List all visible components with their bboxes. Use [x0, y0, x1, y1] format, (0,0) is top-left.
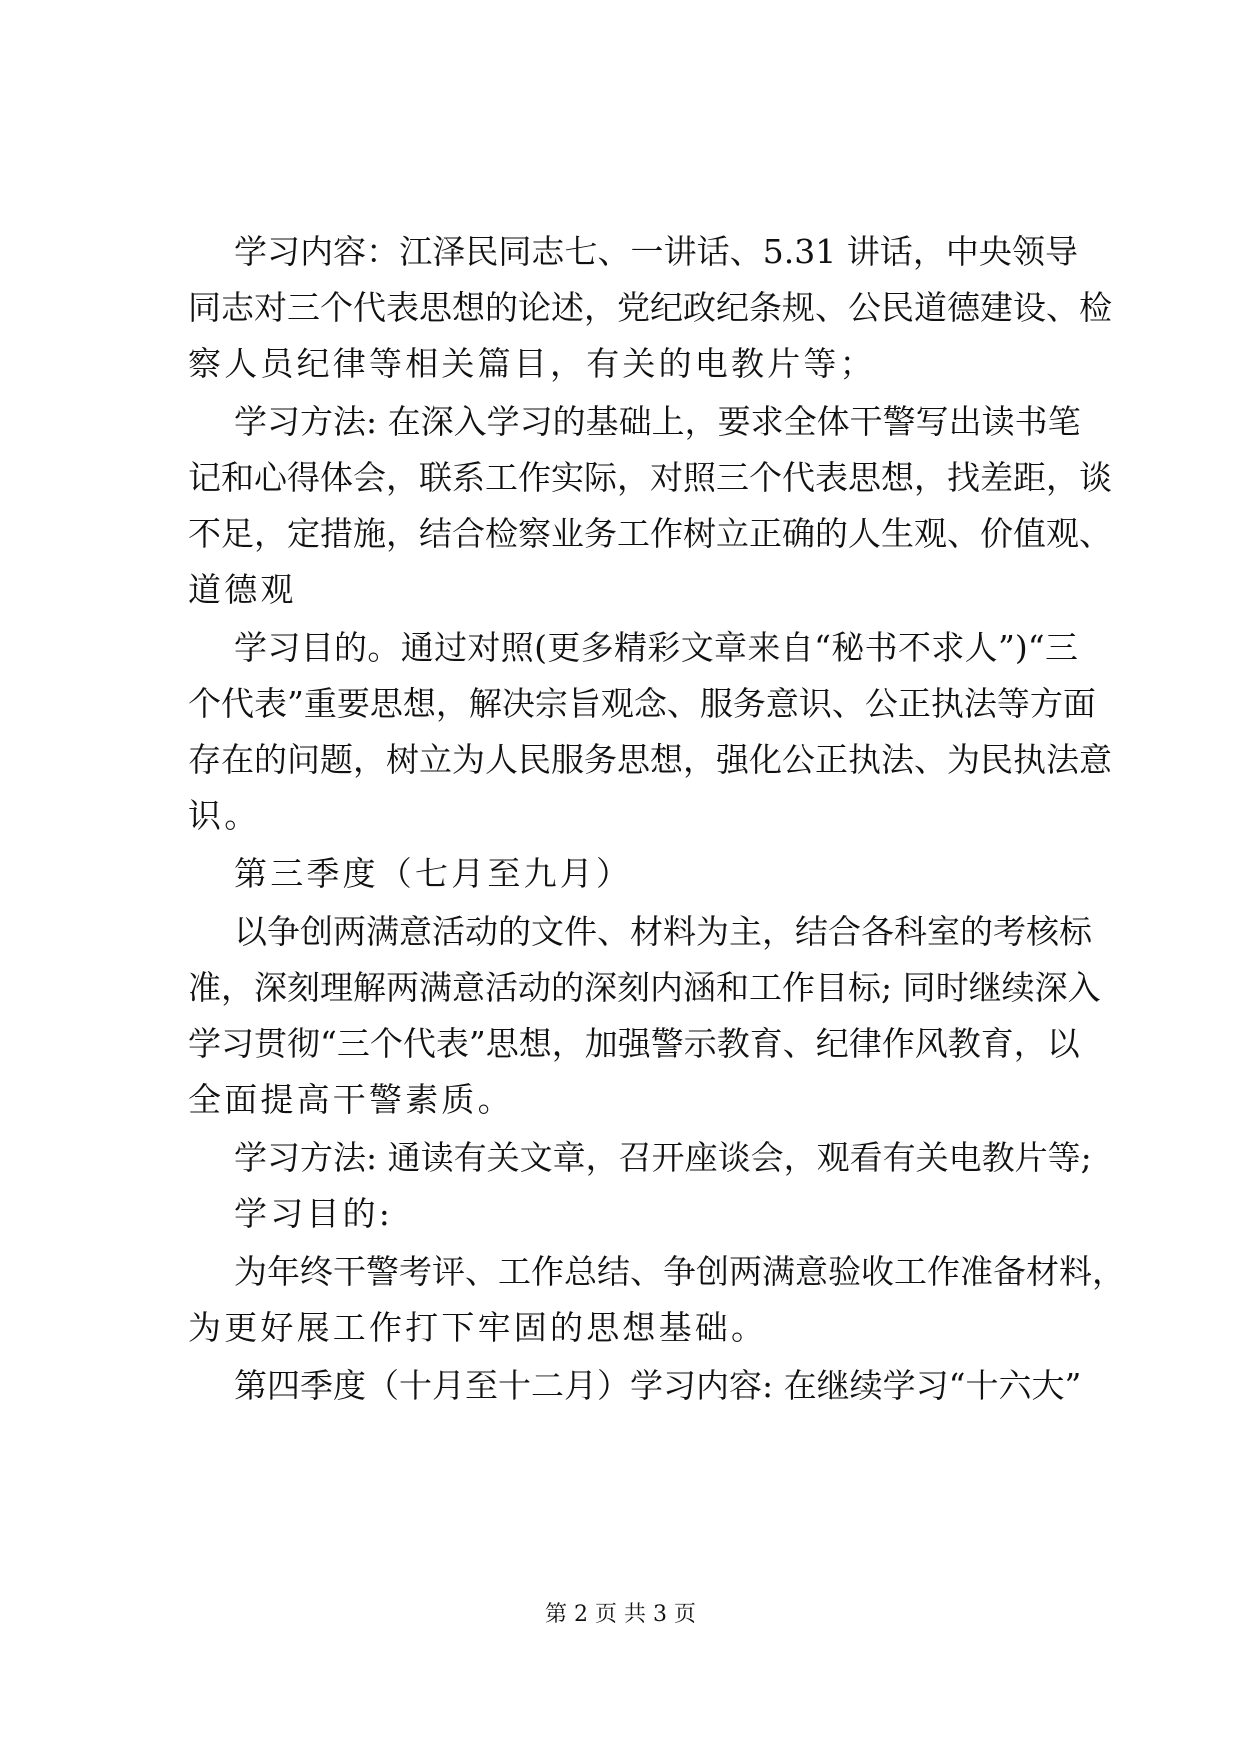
- text-line: 学习方法: 通读有关文章，召开座谈会，观看有关电教片等;: [234, 1138, 1092, 1177]
- text-line: 不足，定措施，结合检察业务工作树立正确的人生观、价值观、: [188, 514, 1112, 553]
- section-heading: 第四季度（十月至十二月）学习内容: 在继续学习“十六大”: [234, 1366, 1082, 1405]
- text-line: 学习内容：江泽民同志七、一讲话、5.31 讲话，中央领导: [234, 232, 1078, 271]
- text-line: 识。: [188, 796, 261, 835]
- text-line: 学习方法: 在深入学习的基础上，要求全体干警写出读书笔: [234, 402, 1081, 441]
- text-line: 记和心得体会，联系工作实际，对照三个代表思想，找差距，谈: [188, 458, 1112, 497]
- text-line: 为更好展工作打下牢固的思想基础。: [188, 1308, 768, 1347]
- text-line: 学习贯彻“三个代表”思想，加强警示教育、纪律作风教育，以: [188, 1024, 1080, 1063]
- section-heading: 第三季度（七月至九月）: [234, 854, 633, 893]
- text-line: 道德观: [188, 570, 297, 609]
- text-line: 准，深刻理解两满意活动的深刻内涵和工作目标; 同时继续深入: [188, 968, 1101, 1007]
- text-line: 以争创两满意活动的文件、材料为主，结合各科室的考核标: [234, 912, 1092, 951]
- page-number: 第 2 页 共 3 页: [545, 1602, 696, 1627]
- text-line: 学习目的:: [234, 1194, 394, 1233]
- text-line: 为年终干警考评、工作总结、争创两满意验收工作准备材料，: [234, 1252, 1125, 1291]
- text-line: 全面提高干警素质。: [188, 1080, 514, 1119]
- text-line: 存在的问题，树立为人民服务思想，强化公正执法、为民执法意: [188, 740, 1112, 779]
- text-line: 学习目的。通过对照(更多精彩文章来自“秘书不求人”)“三: [234, 628, 1078, 667]
- text-line: 同志对三个代表思想的论述，党纪政纪条规、公民道德建设、检: [188, 288, 1112, 327]
- text-line: 察人员纪律等相关篇目，有关的电教片等；: [188, 344, 876, 383]
- text-line: 个代表”重要思想，解决宗旨观念、服务意识、公正执法等方面: [188, 684, 1096, 723]
